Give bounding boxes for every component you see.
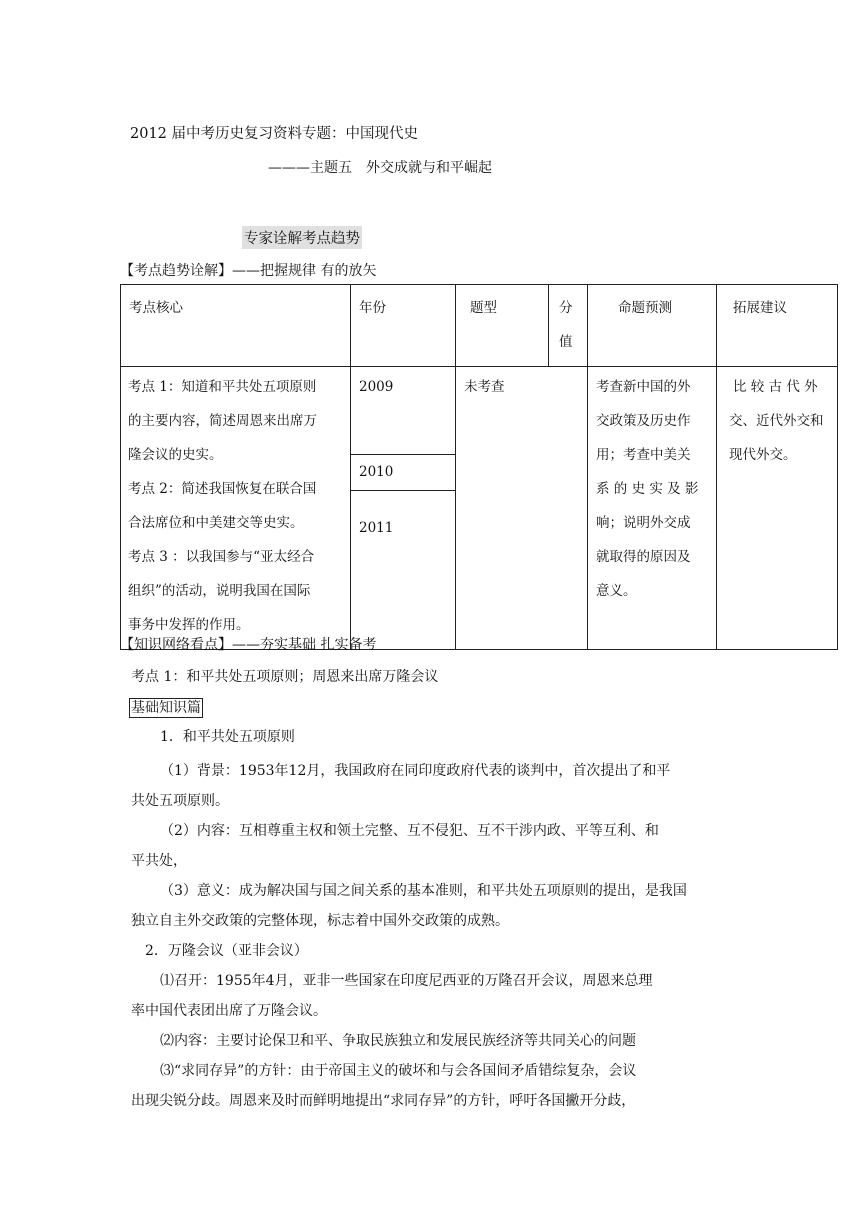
document-subtitle: ———主题五 外交成就与和平崛起	[268, 160, 492, 176]
document-title: 2012 届中考历史复习资料专题：中国现代史	[130, 126, 419, 142]
core-line: 考点 1：知道和平共处五项原则	[128, 379, 317, 395]
header-cell: 题型	[456, 285, 549, 367]
year-cell: 2009	[351, 367, 456, 455]
header-cell: 考点核心	[121, 285, 351, 367]
prediction-cell: 考查新中国的外 交政策及历史作 用；考查中美关 系 的 史 实 及 影 响；说明外交成 就取得的原因及 意义。	[588, 367, 717, 650]
year-cell: 2011	[351, 491, 456, 650]
table-row	[121, 367, 838, 455]
heading-bandung: 2．万隆会议（亚非会议）	[145, 943, 308, 959]
header-cell: 命题预测	[588, 285, 717, 367]
expert-heading: 专家诠解考点趋势	[242, 226, 362, 249]
paragraph-line: 独立自主外交政策的完整体现，标志着中国外交政策的成熟。	[131, 913, 509, 929]
section-heading-trend: 【考点趋势诠解】——把握规律 有的放矢	[120, 263, 377, 279]
suggestion-cell: 比 较 古 代 外 交、近代外交和 现代外交。	[717, 367, 838, 650]
core-line: 组织”的活动，说明我国在国际	[128, 583, 311, 599]
core-line: 隆会议的史实。	[128, 447, 223, 463]
section-heading-knowledge: 【知识网络看点】——夯实基础 扎实备考	[120, 637, 377, 653]
paragraph-line: ⑵内容：主要讨论保卫和平、争取民族独立和发展民族经济等共同关心的问题	[160, 1033, 636, 1049]
core-cell	[121, 367, 351, 650]
basic-knowledge-label: 基础知识篇	[131, 700, 201, 716]
paragraph-line: 率中国代表团出席了万隆会议。	[131, 1003, 327, 1019]
header-cell: 拓展建议	[717, 285, 838, 367]
type-cell: 未考查	[456, 367, 588, 650]
header-cell: 分值	[549, 285, 588, 367]
header-cell: 年份	[351, 285, 456, 367]
core-line: 的主要内容，简述周恩来出席万	[128, 413, 317, 429]
core-line: 考点 3 ：以我国参与“亚太经合	[128, 549, 315, 565]
table-header-row	[121, 285, 838, 367]
year-cell: 2010	[351, 454, 456, 491]
heading-five-principles: 1．和平共处五项原则	[160, 729, 295, 745]
core-line: 合法席位和中美建交等史实。	[128, 515, 304, 531]
paragraph-line: （3）意义：成为解决国与国之间关系的基本准则，和平共处五项原则的提出，是我国	[160, 883, 687, 899]
paragraph-line: 出现尖锐分歧。周恩来及时而鲜明地提出“求同存异”的方针，呼吁各国撇开分歧，	[131, 1093, 636, 1109]
core-line: 考点 2：简述我国恢复在联合国	[128, 481, 317, 497]
paragraph-line: （2）内容：互相尊重主权和领土完整、互不侵犯、互不干涉内政、平等互利、和	[160, 823, 659, 839]
kaodian-1: 考点 1：和平共处五项原则；周恩来出席万隆会议	[131, 669, 439, 685]
paragraph-line: ⑴召开：1955年4月，亚非一些国家在印度尼西亚的万隆召开会议，周恩来总理	[160, 973, 653, 989]
paragraph-line: 共处五项原则。	[131, 793, 229, 809]
core-line: 事务中发挥的作用。	[128, 617, 250, 633]
paragraph-line: 平共处，	[131, 853, 187, 869]
paragraph-line: （1）背景：1953年12月，我国政府在同印度政府代表的谈判中，首次提出了和平	[160, 763, 671, 779]
paragraph-line: ⑶“求同存异”的方针：由于帝国主义的破坏和与会各国间矛盾错综复杂，会议	[160, 1063, 637, 1079]
trend-table	[120, 284, 838, 650]
